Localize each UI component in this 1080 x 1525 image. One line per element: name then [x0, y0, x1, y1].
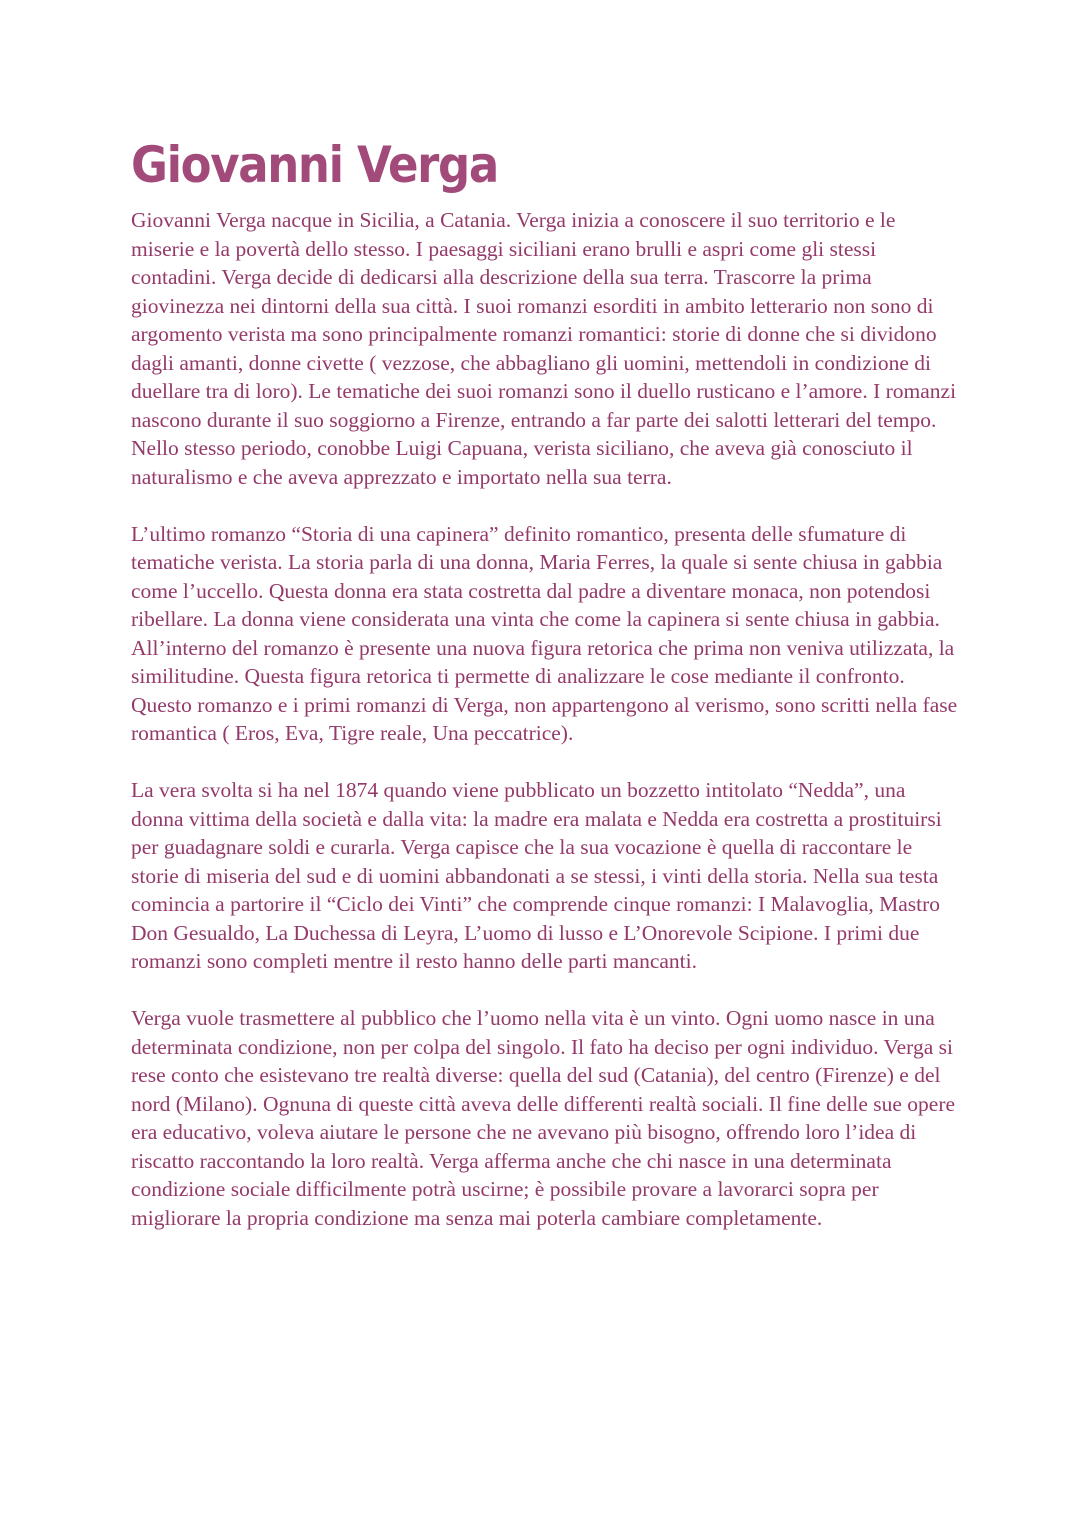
paragraph-3: La vera svolta si ha nel 1874 quando viene pubblicato un bozzetto intitolato “Nedda”, una donna vittima della società e dalla vita: la madre era malata e Nedda era costretta a prostituirsi per guadagnare soldi e curarla. Verga capisce che la sua vocazione è quella di raccontare le storie di miseria del sud e di uomini abbandonati a se stessi, i vinti della storia. Nella sua testa comincia a partorire il “Ciclo dei Vinti” che comprende cinque romanzi: I Malavoglia, Mastro Don Gesualdo, La Duchessa di Leyra, L’uomo di lusso e L’Onorevole Scipione. I primi due romanzi sono completi mentre il resto hanno delle parti mancanti.	[131, 778, 942, 973]
paragraph-2: L’ultimo romanzo “Storia di una capinera” definito romantico, presenta delle sfumature di tematiche verista. La storia parla di una donna, Maria Ferres, la quale si sente chiusa in gabbia come l’uccello. Questa donna era stata costretta dal padre a diventare monaca, non potendosi ribellare. La donna viene considerata una vinta che come la capinera si sente chiusa in gabbia. All’interno del romanzo è presente una nuova figura retorica che prima non veniva utilizzata, la similitudine. Questa figura retorica ti permette di analizzare le cose mediante il confronto. Questo romanzo e i primi romanzi di Verga, non appartengono al verismo, sono scritti nella fase romantica ( Eros, Eva, Tigre reale, Una peccatrice).	[131, 521, 958, 745]
paragraph-4: Verga vuole trasmettere al pubblico che l’uomo nella vita è un vinto. Ogni uomo nasce in una determinata condizione, non per colpa del singolo. Il fato ha deciso per ogni individuo. Verga si rese conto che esistevano tre realtà diverse: quella del sud (Catania), del centro (Firenze) e del nord (Milano). Ognuna di queste città aveva delle differenti realtà sociali. Il fine delle sue opere era educativo, voleva aiutare le persone che ne avevano più bisogno, offrendo loro l’idea di riscatto raccontando la loro realtà. Verga afferma anche che chi nasce in una determinata condizione sociale difficilmente potrà uscirne; è possibile provare a lavorarci sopra per migliorare la propria condizione ma senza mai poterla cambiare completamente.	[131, 1006, 956, 1230]
document-body	[131, 206, 961, 1232]
document-title: Giovanni Verga	[131, 136, 498, 194]
paragraph-1: Giovanni Verga nacque in Sicilia, a Catania. Verga inizia a conoscere il suo territorio e le miserie e la povertà dello stesso. I paesaggi siciliani erano brulli e aspri come gli stessi contadini. Verga decide di dedicarsi alla descrizione della sua terra. Trascorre la prima giovinezza nei dintorni della sua città. I suoi romanzi esorditi in ambito letterario non sono di argomento verista ma sono principalmente romanzi romantici: storie di donne che si dividono dagli amanti, donne civette ( vezzose, che abbagliano gli uomini, mettendoli in condizione di duellare tra di loro). Le tematiche dei suoi romanzi sono il duello rusticano e l’amore. I romanzi nascono durante il suo soggiorno a Firenze, entrando a far parte dei salotti letterari del tempo. Nello stesso periodo, conobbe Luigi Capuana, verista siciliano, che aveva già conosciuto il naturalismo e che aveva apprezzato e importato nella sua terra.	[131, 208, 957, 489]
document-page	[131, 130, 961, 1232]
